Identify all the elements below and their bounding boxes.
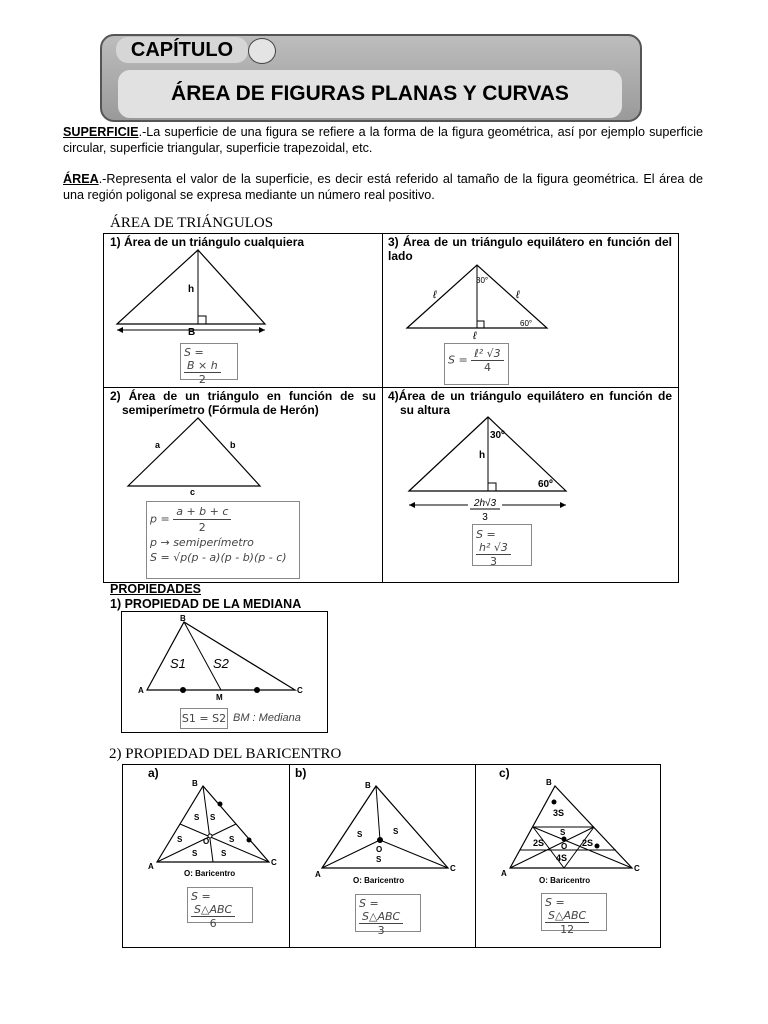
side-left-label: ℓ [433, 289, 437, 301]
formula-lhs: S = [448, 353, 468, 367]
region-s: S [177, 835, 183, 844]
cell1-formula [180, 343, 238, 386]
label-h: h [479, 450, 486, 461]
label-b: B [188, 327, 196, 338]
base-num: 2h√3 [473, 498, 497, 509]
formula-lhs: S = [359, 897, 379, 910]
chapter-number-circle [248, 38, 276, 64]
formula-num: a + b + c [173, 504, 231, 520]
region-s: S [376, 855, 382, 864]
vertex-a: A [148, 862, 154, 871]
formula-num: B × h [184, 359, 221, 373]
formula-num: h² √3 [476, 541, 511, 555]
formula-b [355, 894, 421, 937]
superficie-text: .-La superficie de una figura se refiere a la forma de la figura geométrica, así por ejemplo superficie circular, superficie triangular, superficie trapezoidal, etc. [63, 125, 703, 155]
formula-lhs: S = [476, 528, 496, 541]
baricentro-c-label: c) [499, 766, 510, 780]
center-o: O [561, 842, 568, 851]
triangles-section-title: ÁREA DE TRIÁNGULOS [110, 215, 274, 231]
formula-den: 12 [560, 923, 575, 936]
label-c: c [190, 487, 196, 497]
page-title: ÁREA DE FIGURAS PLANAS Y CURVAS [118, 70, 622, 118]
midpoint-m: M [216, 693, 223, 702]
side-base-label: ℓ [473, 330, 477, 342]
label-h: h [188, 284, 195, 295]
formula-den: 4 [483, 361, 491, 374]
region-s: S [357, 830, 363, 839]
formula-fraction [359, 910, 403, 937]
formula-lhs: p = [150, 512, 170, 526]
vertex-b: B [180, 614, 186, 623]
baricentro-title: 2) PROPIEDAD DEL BARICENTRO [109, 746, 342, 762]
region-s: S [560, 828, 566, 837]
region-4s: 4S [556, 853, 568, 863]
region-s1: S1 [170, 656, 186, 671]
superficie-term: SUPERFICIE [63, 125, 139, 139]
formula-num: S△ABC [545, 909, 589, 923]
cell3-heading: 3) Área de un triángulo equilátero en función del lado [388, 235, 672, 263]
vertex-c: C [297, 686, 303, 695]
formula-lhs: S = [545, 896, 565, 909]
formula-den: 2 [198, 521, 206, 534]
vertex-b: B [365, 781, 371, 790]
equilateral-height-figure [402, 414, 572, 524]
caption-b: O: Baricentro [353, 876, 405, 885]
cell1-heading: 1) Área de un triángulo cualquiera [110, 235, 305, 249]
area-text: .-Representa el valor de la superficie, es decir está referido al tamaño de la figura geométrica. El área de una región poligonal se expresa mediante un número real positivo. [63, 172, 703, 202]
chapter-label: CAPÍTULO [116, 37, 248, 63]
center-o: O [203, 837, 210, 846]
region-2s: 2S [533, 838, 545, 848]
region-s: S [192, 849, 198, 858]
region-2s: 2S [582, 838, 594, 848]
semiperimeter-formula [150, 504, 296, 535]
formula-den: 6 [209, 917, 217, 930]
formula-a [187, 887, 253, 930]
formula-den: 3 [377, 924, 385, 937]
cell2-formula [146, 501, 300, 579]
label-a: a [155, 440, 161, 450]
cell2-heading: 2) Área de un triángulo en función de su semiperímetro (Fórmula de Herón) [110, 389, 376, 417]
region-3s: 3S [553, 808, 565, 818]
baricentro-divider-2 [475, 765, 476, 947]
region-s: S [194, 813, 200, 822]
vertex-a: A [315, 870, 321, 878]
formula-den: 2 [198, 373, 206, 386]
formula-c [541, 893, 607, 936]
heron-triangle-figure [120, 414, 270, 498]
equilateral-side-figure [400, 262, 550, 342]
vertex-b: B [192, 779, 198, 788]
heron-formula: S = √p(p - a)(p - b)(p - c) [150, 551, 287, 564]
formula-num: S△ABC [191, 903, 235, 917]
median-formula: S1 = S2 [180, 708, 228, 729]
median-note: BM : Mediana [233, 712, 301, 724]
vertex-a: A [501, 869, 507, 878]
vertex-b: B [546, 778, 552, 787]
cell3-formula [444, 343, 509, 385]
triangle-any-figure [110, 246, 275, 338]
vertex-c: C [271, 858, 277, 867]
formula-fraction [476, 541, 511, 568]
caption-a: O: Baricentro [184, 869, 236, 878]
baricentro-c-figure [498, 776, 648, 878]
formula-fraction [471, 347, 503, 374]
cell4-heading: 4)Área de un triángulo equilátero en función de su altura [388, 389, 672, 417]
superficie-paragraph [63, 124, 703, 156]
formula-num: ℓ² √3 [471, 347, 503, 361]
baricentro-a-figure [145, 776, 285, 878]
angle-right: 60° [520, 319, 533, 328]
label-b: b [230, 440, 236, 450]
angle-right: 60º [538, 479, 553, 490]
region-s: S [210, 813, 216, 822]
caption-c: O: Baricentro [539, 876, 591, 885]
baricentro-divider-1 [289, 765, 290, 947]
median-figure [130, 612, 310, 702]
vertex-a: A [138, 686, 144, 695]
formula-num: S△ABC [359, 910, 403, 924]
area-paragraph [63, 171, 703, 203]
formula-fraction [545, 909, 589, 936]
formula-lhs: S = [191, 890, 211, 903]
side-right-label: ℓ [516, 289, 520, 301]
table-vertical-divider [382, 234, 383, 582]
properties-title: PROPIEDADES [110, 582, 201, 596]
formula-den: 3 [489, 555, 497, 568]
baricentro-a-label: a) [148, 766, 159, 780]
area-term: ÁREA [63, 172, 99, 186]
cell4-formula [472, 524, 532, 566]
region-s: S [393, 827, 399, 836]
formula-fraction [184, 359, 221, 386]
formula-lhs: S = [184, 346, 204, 359]
angle-top: 30° [476, 276, 489, 285]
angle-top: 30º [490, 430, 505, 441]
baricentro-b-label: b) [295, 766, 307, 780]
region-s: S [229, 835, 235, 844]
vertex-c: C [634, 864, 640, 873]
table-horizontal-divider [104, 387, 678, 388]
center-o: O [376, 845, 383, 854]
baricentro-b-figure [310, 776, 460, 878]
region-s: S [221, 849, 227, 858]
vertex-c: C [450, 864, 456, 873]
formula-fraction [191, 903, 235, 930]
region-s2: S2 [213, 656, 229, 671]
median-title: 1) PROPIEDAD DE LA MEDIANA [110, 597, 302, 611]
semiperimeter-definition: p → semiperímetro [150, 536, 254, 549]
formula-fraction [173, 504, 231, 535]
base-den: 3 [482, 512, 488, 523]
